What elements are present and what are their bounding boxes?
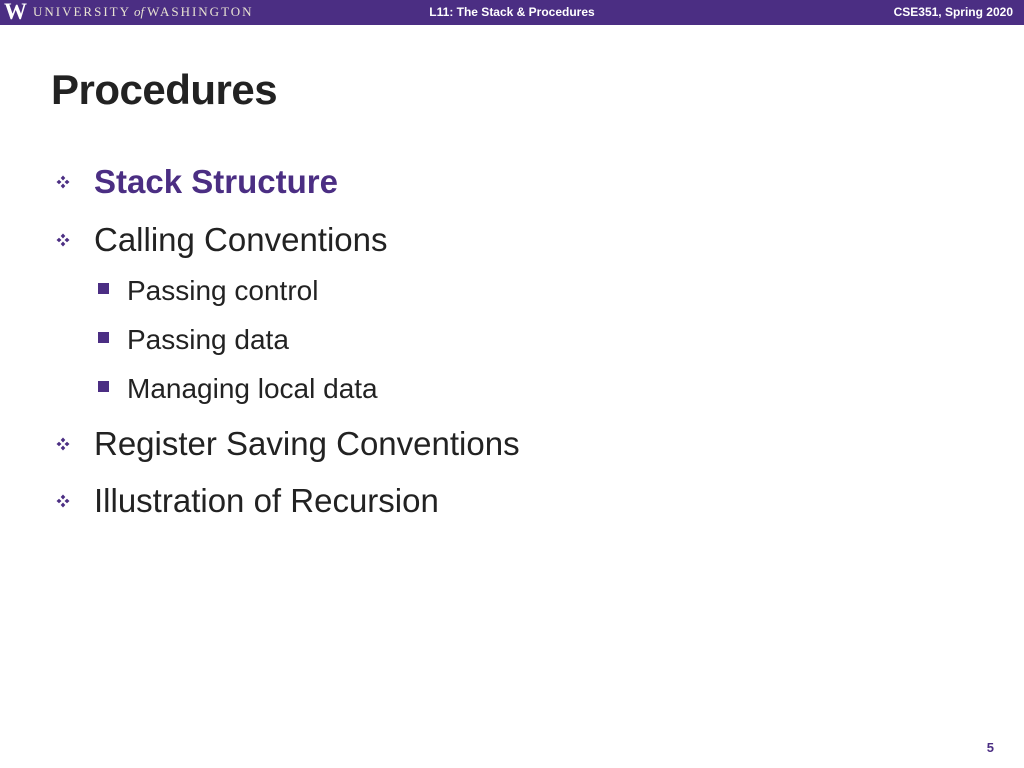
diamond-bullet-icon bbox=[56, 175, 70, 189]
sub-bullet-managing-local-data bbox=[98, 373, 378, 405]
bullet-text: Illustration of Recursion bbox=[94, 482, 439, 519]
sub-bullet-text: Passing control bbox=[127, 275, 319, 306]
lecture-title: L11: The Stack & Procedures bbox=[429, 5, 595, 19]
square-bullet-icon bbox=[98, 283, 109, 294]
wordmark-of: of bbox=[134, 4, 145, 19]
sub-bullet-passing-control bbox=[98, 275, 318, 307]
bullet-illustration-of-recursion bbox=[56, 482, 439, 520]
bullet-text: Stack Structure bbox=[94, 163, 338, 200]
sub-bullet-text: Managing local data bbox=[127, 373, 378, 404]
uw-w-logo-icon: W bbox=[4, 0, 27, 24]
bullet-text: Calling Conventions bbox=[94, 221, 388, 258]
sub-bullet-text: Passing data bbox=[127, 324, 289, 355]
diamond-bullet-icon bbox=[56, 494, 70, 508]
page-number: 5 bbox=[986, 740, 994, 755]
diamond-bullet-icon bbox=[56, 233, 70, 247]
wordmark-left: UNIVERSITY bbox=[33, 4, 131, 19]
bullet-text: Register Saving Conventions bbox=[94, 425, 520, 462]
square-bullet-icon bbox=[98, 381, 109, 392]
bullet-calling-conventions bbox=[56, 221, 388, 259]
bullet-stack-structure bbox=[56, 163, 338, 201]
header-bar bbox=[0, 0, 1024, 25]
square-bullet-icon bbox=[98, 332, 109, 343]
diamond-bullet-icon bbox=[56, 437, 70, 451]
sub-bullet-passing-data bbox=[98, 324, 289, 356]
wordmark-right: WASHINGTON bbox=[147, 4, 254, 19]
bullet-register-saving-conventions bbox=[56, 425, 520, 463]
slide-title: Procedures bbox=[51, 66, 278, 113]
course-label: CSE351, Spring 2020 bbox=[893, 5, 1013, 19]
